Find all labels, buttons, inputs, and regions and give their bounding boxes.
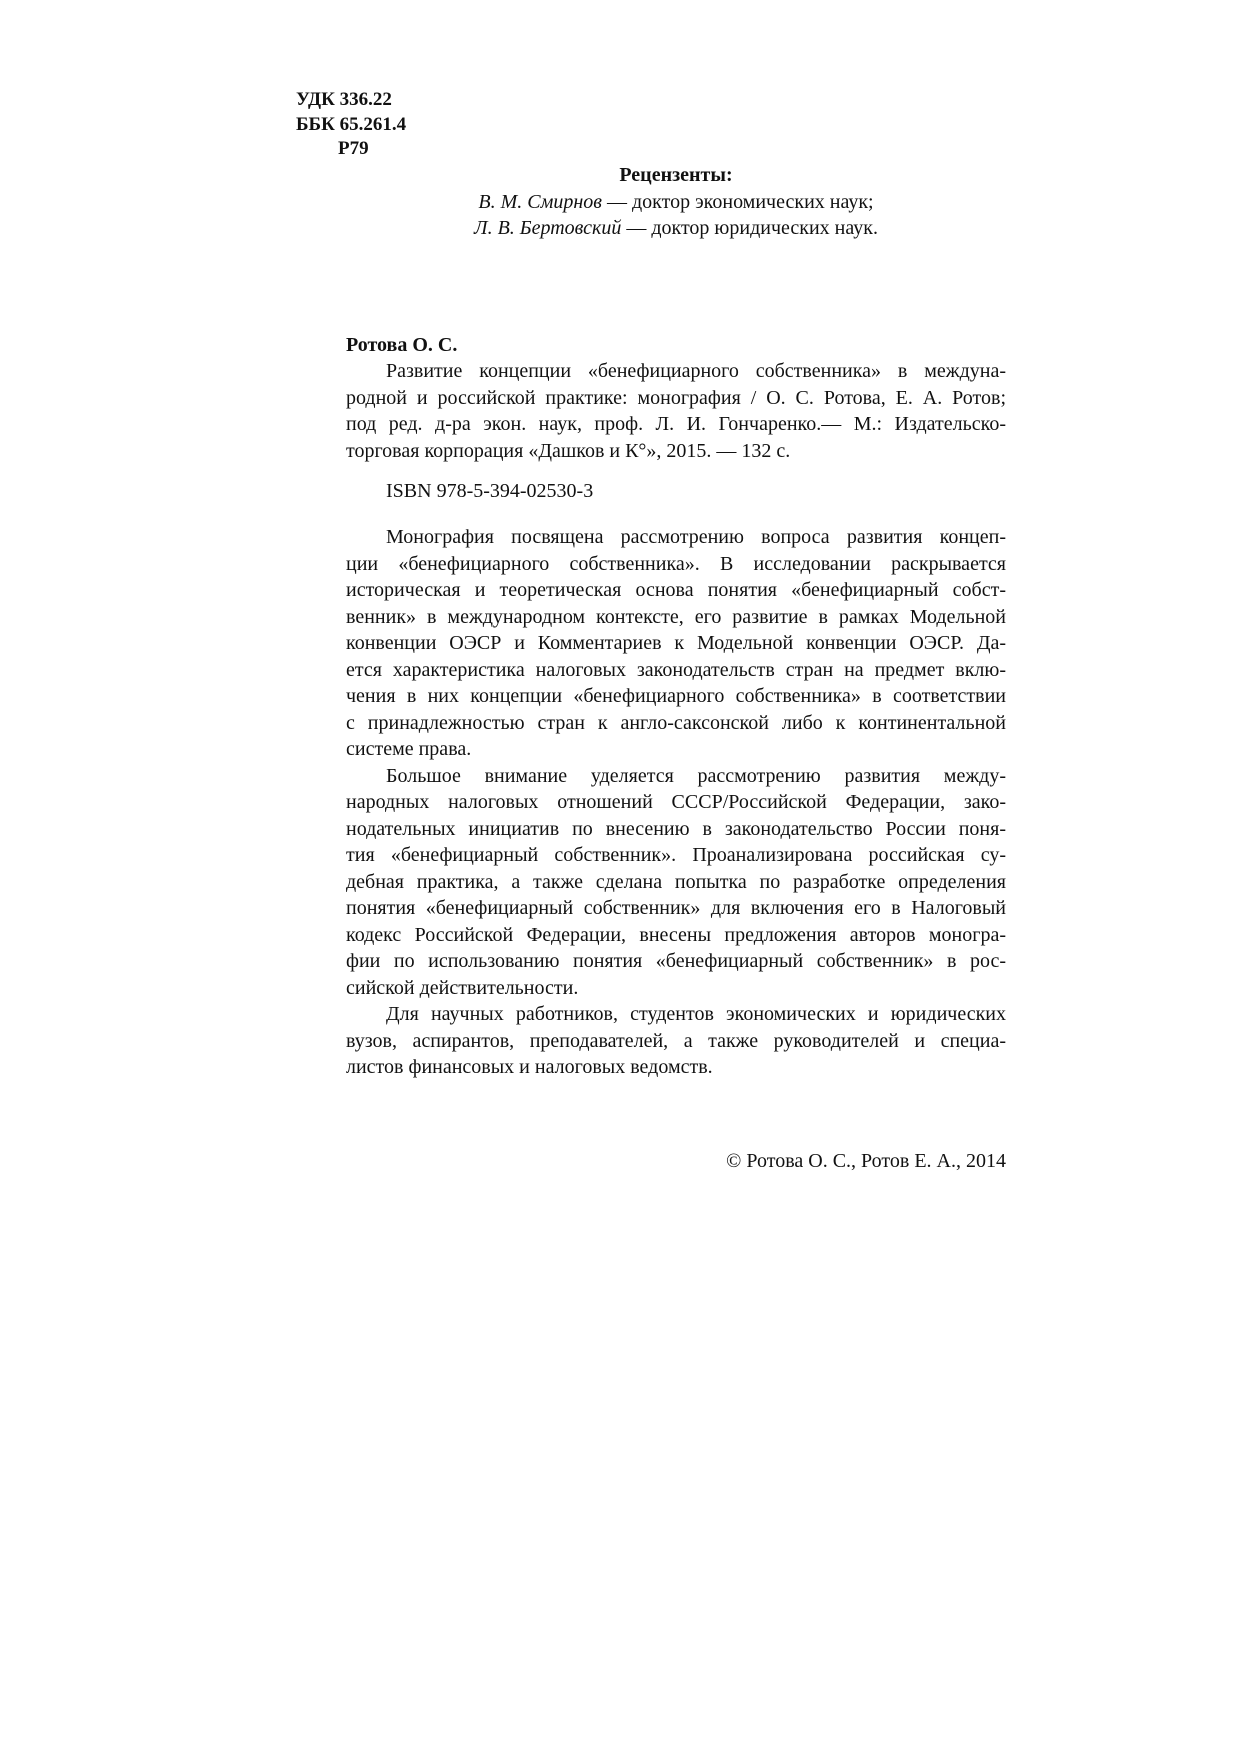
udk-code: УДК 336.22 (296, 89, 392, 110)
isbn: ISBN 978-5-394-02530-3 (386, 480, 594, 502)
reviewer-role: — доктор юридических наук. (621, 217, 878, 239)
text-line: нодательных инициатив по внесению в законодательство России поня- (346, 817, 1006, 840)
text-line: с принадлежностью стран к англо-саксонской либо к континентальной (346, 711, 1006, 734)
text-line: ции «бенефициарного собственника». В исследовании раскрывается (346, 552, 1006, 575)
annotation (346, 524, 1006, 1081)
text-line: вузов, аспирантов, преподавателей, а также руководителей и специа- (346, 1029, 1006, 1052)
text-line: чения в них концепции «бенефициарного собственника» в соответствии (346, 685, 1006, 707)
biblio-line: Развитие концепции «бенефициарного собственника» в междуна- (386, 360, 1006, 382)
text-line: системе права. (346, 738, 472, 760)
text-line: Для научных работников, студентов экономических и юридических (386, 1003, 1006, 1025)
text-line: конвенции ОЭСР и Комментариев к Модельной конвенции ОЭСР. Да- (346, 632, 1006, 654)
text-line: тия «бенефициарный собственник». Проанализирована российская су- (346, 844, 1006, 866)
text-line: Большое внимание уделяется рассмотрению развития между- (386, 764, 1006, 787)
reviewers-title: Рецензенты: (619, 164, 733, 186)
text-line: фии по использованию понятия «бенефициарный собственник» в рос- (346, 950, 1006, 972)
text-line: понятия «бенефициарный собственник» для включения его в Налоговый (346, 897, 1006, 919)
author-heading: Ротова О. С. (346, 334, 458, 356)
annotation-paragraph-3 (346, 1001, 1006, 1081)
reviewer-entry (346, 189, 1006, 216)
bibliographic-description (346, 358, 1006, 464)
text-line: дебная практика, а также сделана попытка по разработке определения (346, 870, 1006, 893)
biblio-line: родной и российской практике: монография / О. С. Ротова, Е. А. Ротов; (346, 386, 1006, 409)
classification-codes (296, 88, 406, 162)
text-line: Монография посвящена рассмотрению вопроса развития концеп- (386, 526, 1006, 548)
reviewer-entry (346, 215, 1006, 242)
reviewer-name: В. М. Смирнов (478, 190, 602, 213)
author-mark: Р79 (338, 138, 369, 159)
text-line: венник» в международном контексте, его развитие в рамках Модельной (346, 605, 1006, 628)
reviewer-name: Л. В. Бертовский (474, 217, 622, 239)
biblio-line: торговая корпорация «Дашков и К°», 2015. — 132 с. (346, 439, 791, 462)
text-line: листов финансовых и налоговых ведомств. (346, 1056, 713, 1078)
text-line: кодекс Российской Федерации, внесены предложения авторов моногра- (346, 923, 1006, 946)
text-line: историческая и теоретическая основа понятия «бенефициарный собст- (346, 579, 1006, 601)
reviewer-role: — доктор экономических наук; (601, 190, 874, 213)
biblio-line: под ред. д-ра экон. наук, проф. Л. И. Гончаренко.— М.: Издательско- (346, 413, 1006, 435)
annotation-paragraph-2 (346, 763, 1006, 1002)
reviewers-block (346, 162, 1006, 242)
text-line: сийской действительности. (346, 976, 579, 999)
annotation-paragraph-1 (346, 524, 1006, 763)
text-line: народных налоговых отношений СССР/Российской Федерации, зако- (346, 791, 1006, 813)
bbk-code: ББК 65.261.4 (296, 113, 407, 135)
text-line: ется характеристика налоговых законодательств стран на предмет вклю- (346, 658, 1006, 681)
copyright-notice: © Ротова О. С., Ротов Е. А., 2014 (726, 1150, 1006, 1172)
